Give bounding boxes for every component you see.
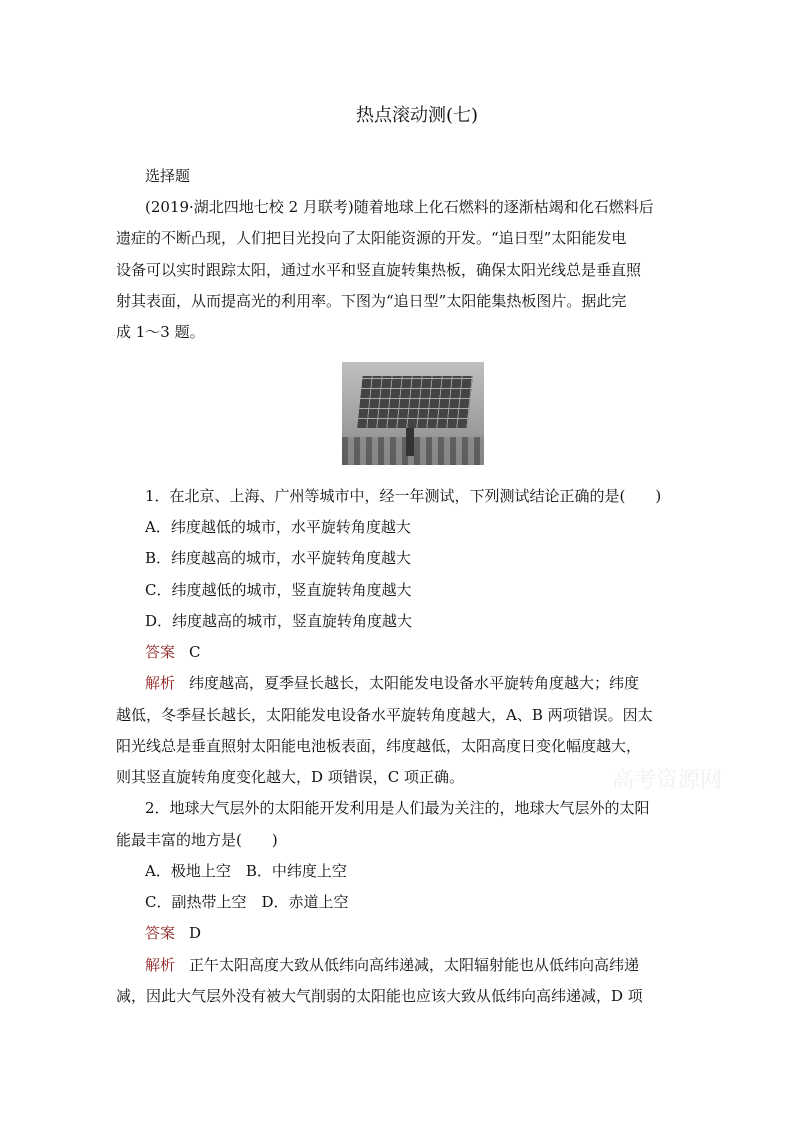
option-b: B．纬度越高的城市，水平旋转角度越大	[145, 549, 412, 567]
intro-line: 成 1～3 题。	[116, 323, 205, 341]
answer-2	[145, 923, 201, 943]
answer-label: 答案	[145, 924, 176, 942]
question-2-stem: 2．地球大气层外的太阳能开发利用是人们最为关注的，地球大气层外的太阳	[145, 799, 650, 817]
options-cd: C．副热带上空 D．赤道上空	[145, 893, 349, 911]
solar-panel-photo	[342, 362, 484, 465]
answer-value: C	[189, 643, 201, 661]
watermark: 高考资源网	[612, 768, 723, 793]
question-2-stem: 能最丰富的地方是( )	[116, 831, 278, 849]
intro-line: 遗症的不断凸现，人们把目光投向了太阳能资源的开发。“追日型”太阳能发电	[116, 229, 627, 247]
option-d: D．纬度越高的城市，竖直旋转角度越大	[145, 612, 413, 630]
answer-label: 答案	[145, 643, 176, 661]
analysis-1	[145, 673, 639, 693]
page-title: 热点滚动测(七)	[355, 105, 479, 126]
option-c: C．纬度越低的城市，竖直旋转角度越大	[145, 581, 412, 599]
analysis-label: 解析	[145, 956, 176, 974]
question-1-stem: 1．在北京、上海、广州等城市中，经一年测试，下列测试结论正确的是( )	[145, 487, 662, 505]
section-heading: 选择题	[145, 167, 191, 185]
answer-value: D	[189, 924, 202, 942]
analysis-line: 阳光线总是垂直照射太阳能电池板表面，纬度越低，太阳高度日变化幅度越大，	[116, 737, 642, 755]
options-ab: A．极地上空 B．中纬度上空	[145, 862, 347, 880]
answer-1	[145, 642, 201, 662]
analysis-line: 减，因此大气层外没有被大气削弱的太阳能也应该大致从低纬向高纬递减，D 项	[116, 987, 643, 1005]
intro-line: 设备可以实时跟踪太阳，通过水平和竖直旋转集热板，确保太阳光线总是垂直照	[116, 261, 642, 279]
analysis-label: 解析	[145, 674, 176, 692]
analysis-text: 正午太阳高度大致从低纬向高纬递减，太阳辐射能也从低纬向高纬递	[189, 956, 640, 974]
analysis-text: 纬度越高，夏季昼长越长，太阳能发电设备水平旋转角度越大；纬度	[189, 674, 640, 692]
intro-line: 射其表面，从而提高光的利用率。下图为“追日型”太阳能集热板图片。据此完	[116, 292, 627, 310]
analysis-line: 则其竖直旋转角度变化越大，D 项错误，C 项正确。	[116, 768, 465, 786]
option-a: A．纬度越低的城市，水平旋转角度越大	[145, 518, 411, 536]
analysis-line: 越低，冬季昼长越长，太阳能发电设备水平旋转角度越大，A、B 两项错误。因太	[116, 706, 653, 724]
intro-line: (2019·湖北四地七校 2 月联考)随着地球上化石燃料的逐渐枯竭和化石燃料后	[145, 198, 654, 216]
analysis-2	[145, 955, 639, 975]
